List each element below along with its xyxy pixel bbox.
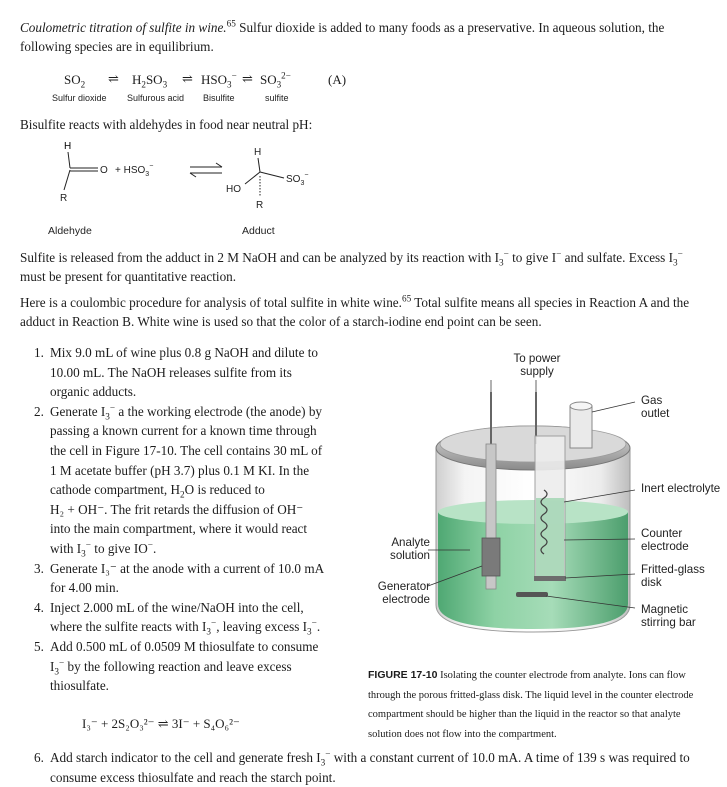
procedure-ref: 65: [401, 293, 412, 304]
name-so2: Sulfur dioxide: [52, 93, 107, 103]
step-line: , leaving excess I: [216, 619, 308, 635]
svg-text:HO: HO: [226, 184, 241, 195]
release-text-3: and sulfate. Excess I: [564, 250, 674, 265]
step-number: 2.: [34, 403, 44, 419]
step-line: for 4.00 min.: [50, 580, 119, 596]
step-line: Add 0.500 mL of 0.0509 M thiosulfate to consume: [50, 638, 319, 654]
name-sulfite: sulfite: [265, 93, 289, 103]
step-number: 5.: [34, 638, 44, 654]
procedure-paragraph: [20, 293, 715, 331]
step-line: to give IO: [94, 540, 148, 556]
step-5: 5. Add 0.500 mL of 0.0509 M thiosulfate to consume $I_3^-$ by the following reaction and leave excess thiosulfate.: [34, 637, 344, 696]
step-line: consume excess thiosulfate and reach the starch point.: [50, 769, 336, 785]
release-text-1: Sulfite is released from the adduct in 2 M NaOH and can be analyzed by its reaction with I: [20, 250, 499, 265]
step-line: a the working electrode (the anode) by: [118, 403, 323, 419]
release-text-2: to give I: [512, 250, 557, 265]
step-line: by the following reaction and leave excess: [67, 658, 292, 674]
svg-text:SO3−: $SO_3^-$: [286, 172, 309, 187]
svg-text:R: R: [256, 200, 264, 211]
step-line: with I: [50, 540, 82, 556]
label-inert: Inert electrolyte: [641, 482, 721, 495]
step-line: the cell in Figure 17-10. The cell contains 30 mL of: [50, 442, 323, 458]
figure-caption: [368, 666, 713, 744]
release-text-4: must be present for quantitative reaction.: [20, 269, 237, 284]
section-title: Coulometric titration of sulfite in wine.: [20, 20, 227, 35]
svg-text:R: R: [60, 193, 68, 204]
label-gas: Gas outlet: [641, 394, 670, 420]
release-paragraph: Sulfite is released from the adduct in 2 M NaOH and can be analyzed by its reaction with $I_3^-$ to give I− and sulfate. Excess $I_3^-$ must be present for quantitative reaction.: [20, 248, 683, 284]
procedure-text-1: Here is a coulombic procedure for analysis of total sulfite in white wine.: [20, 295, 402, 310]
step-line: .: [316, 619, 321, 635]
step-line: Mix 9.0 mL of wine plus 0.8 g NaOH and dilute to: [50, 345, 318, 360]
step-line: H₂ + OH⁻. The frit retards the diffusion of OH⁻: [50, 501, 304, 517]
procedure-text-2: Total sulfite means all species in Reaction A and the adduct in Reaction B. White wine is used so that the color of a starch-iodine end point can be seen.: [20, 295, 690, 329]
name-h2so3: Sulfurous acid: [127, 93, 185, 103]
step-line: with a constant current of 10.0 mA. A time of 139 s was required to: [333, 750, 690, 765]
step-number: 1.: [34, 345, 44, 360]
step-number: 4.: [34, 599, 44, 615]
step-line: Generate I: [50, 403, 106, 419]
svg-text:H: H: [64, 141, 72, 152]
svg-text:+ HSO3−: + $HSO_3^-$: [115, 163, 154, 178]
step-line: O is reduced to: [184, 482, 265, 498]
step-line: 1 M acetate buffer (pH 3.7) plus 0.1 M KI. In the: [50, 462, 310, 478]
step-line: organic adducts.: [50, 384, 137, 400]
steps-list: [34, 343, 344, 696]
label-frit: Fritted-glass disk: [641, 563, 705, 589]
label-adduct: Adduct: [242, 225, 275, 237]
step-line: Add starch indicator to the cell and generate fresh I: [50, 750, 321, 765]
step-3: [34, 559, 344, 598]
step-line: into the main compartment, where it would react: [50, 521, 308, 537]
step-line: thiosulfate.: [50, 678, 109, 694]
caption-title: FIGURE 17-10: [368, 669, 438, 681]
step-line: 10.00 mL. The NaOH releases sulfite from its: [50, 364, 292, 380]
step-6: 6. Add starch indicator to the cell and generate fresh $I_3^-$ with a constant current of 10.0 mA. A time of 139 s was required to consume excess thiosulfate and reach the starch point.: [34, 748, 724, 787]
label-counter: Counter electrode: [641, 527, 689, 553]
label-aldehyde: Aldehyde: [48, 225, 92, 237]
step-1: [34, 343, 344, 402]
step-number: 6.: [34, 750, 44, 765]
label-power: To power supply: [513, 352, 561, 378]
intro-text: Sulfur dioxide is added to many foods as a preservative. In aqueous solution, the following species are in equilibrium.: [20, 20, 665, 54]
step-line: cathode compartment, H: [50, 482, 180, 498]
name-bisulfite: Bisulfite: [203, 93, 235, 103]
bisulfite-text: Bisulfite reacts with aldehydes in food near neutral pH:: [20, 117, 313, 132]
svg-text:O: O: [100, 165, 108, 176]
step-line: I: [50, 658, 55, 674]
label-analyte: Analyte solution: [390, 536, 430, 562]
intro-paragraph: [20, 18, 710, 56]
step-number: 3.: [34, 560, 44, 576]
reaction-b-structures: [40, 138, 360, 216]
label-generator: Generator electrode: [377, 580, 430, 606]
reagent-text: + HSO: [115, 165, 146, 176]
step-line: Inject 2.000 mL of the wine/NaOH into the cell,: [50, 599, 304, 615]
step-line: passing a known current for a known time through: [50, 423, 317, 439]
thiosulfate-equation: I₃⁻ + 2S₂O₃²⁻ ⇌ 3I⁻ + S₄O₆²⁻: [82, 716, 240, 731]
step-line: Generate I₃⁻ at the anode with a current of 10.0 mA: [50, 560, 325, 576]
reaction-a-label: (A): [328, 72, 347, 87]
intro-ref: 65: [226, 18, 236, 29]
label-stir: Magnetic stirring bar: [641, 603, 696, 629]
step-2: 2. Generate $I_3^-$ a the working electrode (the anode) by passing a known current for a known time through the cell in Figure 17-10. The cell contains 30 mL of 1 M acetate buffer (pH 3.7) plus 0.1 M KI. In the cathode compartment, $H_2O$ is reduced to H₂ + OH⁻. The frit retards the diffusion of OH⁻ into the main compartment, where it would react with $I_3^-$ to give IO−.: [34, 402, 344, 559]
step-line: .: [152, 540, 157, 556]
step-4: 4. Inject 2.000 mL of the wine/NaOH into the cell, where the sulfite reacts with $I_3^-$, leaving excess $I_3^-$.: [34, 598, 344, 637]
svg-text:H: H: [254, 147, 262, 158]
caption-text: Isolating the counter electrode from analyte. Ions can flow through the porous fritted-glass disk. The liquid level in the counter electrode compartment should be higher than the liquid in the reactor so that analyte solution does not flow into the compartment.: [368, 670, 694, 740]
step-line: where the sulfite reacts with I: [50, 619, 207, 635]
